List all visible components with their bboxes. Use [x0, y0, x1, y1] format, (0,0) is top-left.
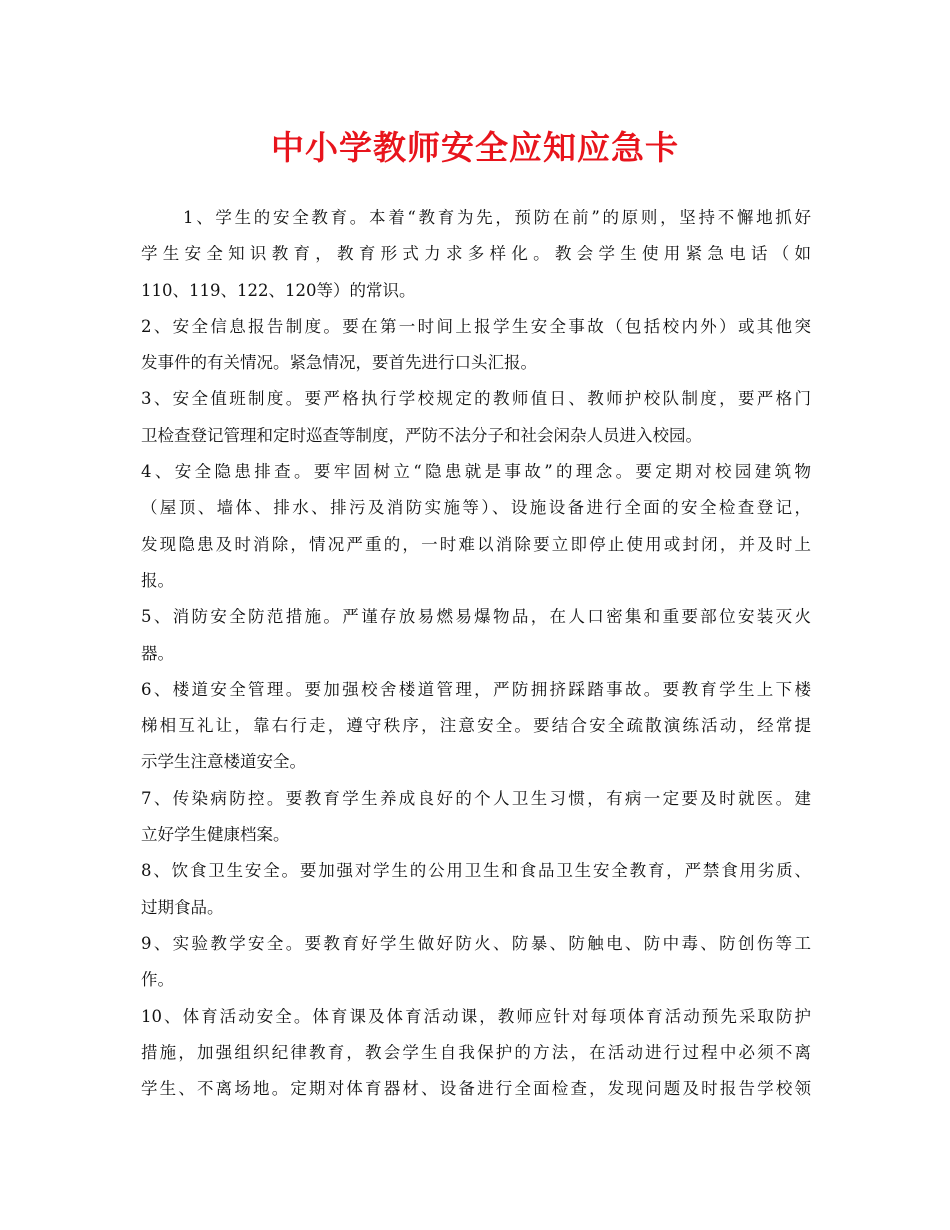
text-line: 9、实验教学安全。要教育好学生做好防火、防暴、防触电、防中毒、防创伤等工 — [141, 933, 811, 953]
text-line: 卫检查登记管理和定时巡查等制度，严防不法分子和社会闲杂人员进入校园。 — [141, 425, 702, 445]
text-line: 10、体育活动安全。体育课及体育活动课，教师应针对每项体育活动预先采取防护 — [141, 1006, 811, 1026]
text-line: 示学生注意楼道安全。 — [141, 752, 306, 772]
text-line: 学生安全知识教育，教育形式力求多样化。教会学生使用紧急电话（如 — [141, 244, 811, 264]
text-line: 立好学生健康档案。 — [141, 825, 290, 845]
text-line: 2、安全信息报告制度。要在第一时间上报学生安全事故（包括校内外）或其他突 — [141, 316, 811, 336]
page-title: 中小学教师安全应知应急卡 — [271, 128, 679, 167]
document-body — [141, 200, 811, 1107]
text-line: 报。 — [141, 570, 174, 590]
text-line: 梯相互礼让，靠右行走，遵守秩序，注意安全。要结合安全疏散演练活动，经常提 — [141, 716, 811, 736]
text-line: 过期食品。 — [141, 897, 224, 917]
text-line: 学生、不离场地。定期对体育器材、设备进行全面检查，发现问题及时报告学校领 — [141, 1079, 811, 1099]
text-line: 3、安全值班制度。要严格执行学校规定的教师值日、教师护校队制度，要严格门 — [141, 389, 811, 409]
text-line: 器。 — [141, 643, 174, 663]
text-line: 6、楼道安全管理。要加强校舍楼道管理，严防拥挤踩踏事故。要教育学生上下楼 — [141, 679, 811, 699]
text-line: （屋顶、墙体、排水、排污及消防实施等）、设施设备进行全面的安全检查登记， — [141, 498, 811, 518]
text-line: 110、119、122、120等）的常识。 — [141, 280, 416, 300]
text-line: 1、学生的安全教育。本着“教育为先，预防在前”的原则，坚持不懈地抓好 — [183, 208, 811, 227]
text-line: 作。 — [141, 970, 174, 990]
text-line: 措施，加强组织纪律教育，教会学生自我保护的方法，在活动进行过程中必须不离 — [141, 1042, 811, 1062]
text-line: 发事件的有关情况。紧急情况，要首先进行口头汇报。 — [141, 353, 537, 373]
text-line: 5、消防安全防范措施。严谨存放易燃易爆物品，在人口密集和重要部位安装灭火 — [141, 607, 811, 627]
text-line: 7、传染病防控。要教育学生养成良好的个人卫生习惯，有病一定要及时就医。建 — [141, 788, 811, 808]
text-line: 发现隐患及时消除，情况严重的，一时难以消除要立即停止使用或封闭，并及时上 — [141, 534, 811, 554]
text-line: 4、安全隐患排查。要牢固树立“隐患就是事故”的理念。要定期对校园建筑物 — [141, 462, 811, 482]
text-line: 8、饮食卫生安全。要加强对学生的公用卫生和食品卫生安全教育，严禁食用劣质、 — [141, 861, 811, 881]
